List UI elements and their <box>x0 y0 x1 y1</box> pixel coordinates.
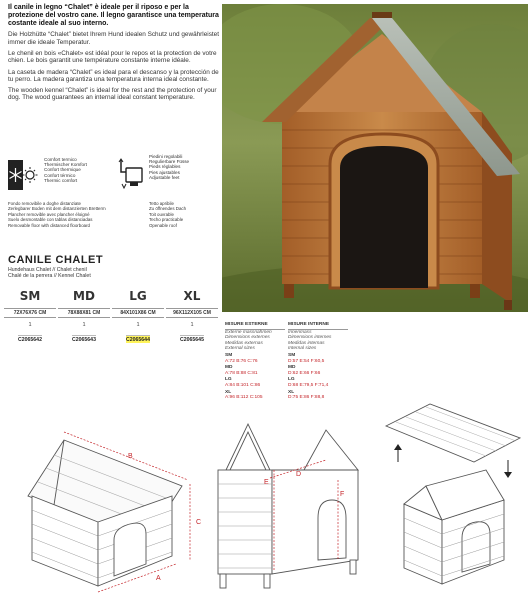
translation-line: Internal sizes <box>288 346 317 352</box>
internal-dimensions-diagram <box>208 410 368 597</box>
size-label: LG <box>288 377 295 383</box>
feature-adjustable-feet <box>149 154 219 180</box>
translation-line: Medidas internas <box>288 340 325 346</box>
size-label: XL <box>225 389 232 395</box>
feature-text: Thermic comfort <box>44 177 78 183</box>
size-article-code-highlighted: C2065644 <box>126 337 150 343</box>
size-code: MD <box>73 289 95 303</box>
dim-label-b: B <box>128 453 133 460</box>
feature-text: Adjustable feet <box>149 174 180 180</box>
size-value: A:84 B:101 C:86 <box>225 382 261 388</box>
size-label: MD <box>225 365 233 371</box>
dim-label-d: D <box>296 471 302 478</box>
intro-italian: Il canile in legno “Chalet” è ideale per il riposo e per la protezione del vostro cane. Il legno garantisce una temperatura costante ideale al suo interno. <box>8 4 219 27</box>
arrow-up-icon <box>394 444 402 462</box>
dim-label-e: E <box>264 479 269 486</box>
external-sizes-header: MISURE ESTERNE <box>225 322 285 330</box>
size-column-xl <box>166 289 218 346</box>
feature-text: Thermischer Komfort <box>44 162 87 168</box>
size-column-sm <box>4 289 56 346</box>
dim-label-f: F <box>340 491 345 498</box>
size-dimensions: 72X76X76 CM <box>4 308 56 318</box>
size-column-md <box>58 289 110 346</box>
intro-english: The wooden kennel “Chalet” is ideal for the rest and the protection of your dog. The wood guarantees an internal ideal constant temperature. <box>8 87 217 102</box>
size-quantity: 1 <box>28 322 32 328</box>
product-subtitle-line: Chalé de la perrera // Kennel Chalet <box>8 273 91 279</box>
size-code: SM <box>19 289 41 303</box>
size-article-code: C2065642 <box>18 337 42 343</box>
feature-text: Zerlegbarer Boden mit dem distanzierten Bretterm <box>8 206 106 212</box>
dim-label-c: C <box>196 519 202 526</box>
feature-text: Fondo removibile a doghe distanziate <box>8 201 81 206</box>
feature-openable-roof <box>149 201 219 228</box>
feature-text: Tetto apribile <box>149 201 174 206</box>
external-dimensions-diagram <box>6 400 218 597</box>
size-quantity: 1 <box>136 322 140 328</box>
feature-text: Removable floor with distanced floorboard <box>8 222 91 228</box>
size-label: SM <box>288 352 296 358</box>
translation-line: Medidas externas <box>225 340 263 346</box>
size-dimensions: 84X101X86 CM <box>112 308 164 318</box>
size-code: LG <box>129 289 147 303</box>
size-article-code: C2065645 <box>180 337 204 343</box>
product-title: CANILE CHALET <box>8 254 104 266</box>
feature-text: Pies ajustables <box>149 169 180 175</box>
feature-text: Plancher removible avec plancher éloigné <box>8 211 90 217</box>
translation-line: External sizes <box>225 346 255 352</box>
size-value: A:96 B:112 C:105 <box>225 395 263 401</box>
translation-line: Dimensions externes <box>225 335 270 341</box>
snowflake-sun-icon <box>8 160 38 195</box>
size-label: XL <box>288 389 295 395</box>
translation-line: Innenmass <box>288 329 312 335</box>
feature-thermic-comfort <box>44 157 114 183</box>
feature-text: Confort térmico <box>44 172 76 178</box>
size-value: A:72 B:76 C:76 <box>225 358 258 364</box>
openable-roof-diagram <box>378 400 528 597</box>
intro-german: Die Holzhütte “Chalet” bietet Ihrem Hund idealen Schutz und gewährleistet immer die ideale Temperatur. <box>8 31 220 46</box>
size-value: D:75 E:86 F:88,8 <box>288 395 325 401</box>
size-quantity: 1 <box>190 322 194 328</box>
feature-text: Toit ouvrable <box>149 211 174 217</box>
intro-text <box>8 4 220 106</box>
feature-text: Confort thermique <box>44 167 81 173</box>
size-dimensions: 96X112X105 CM <box>166 308 218 318</box>
feature-text: Openable roof <box>149 222 177 228</box>
product-photo <box>222 4 528 312</box>
size-label: SM <box>225 352 233 358</box>
external-sizes-table <box>225 322 285 401</box>
size-label: MD <box>288 365 296 371</box>
size-dimensions: 78X88X81 CM <box>58 308 110 318</box>
feature-text: Zu öffnendes Dach <box>149 206 187 212</box>
dim-label-a: A <box>156 575 161 582</box>
feature-text: Comfort termico <box>44 157 77 162</box>
intro-spanish: La caseta de madera “Chalet” es ideal para el descanso y la protección de tu perro. La madera garantiza una temperatura interna ideal constante. <box>8 68 219 83</box>
feature-removable-floor <box>8 201 128 228</box>
translation-line: Dimensions internes <box>288 335 332 341</box>
feature-text: Suelo desmontable con tablas distanciadas <box>8 217 93 223</box>
size-value: D:62 E:66 F:66 <box>288 370 321 376</box>
size-article-code: C2065643 <box>72 337 96 343</box>
size-label: LG <box>225 377 232 383</box>
size-column-lg <box>112 289 164 346</box>
feature-text: Techo practicable <box>149 217 184 223</box>
internal-sizes-header: MISURE INTERNE <box>288 322 348 330</box>
size-value: D:68 E:79,5 F:71,4 <box>288 382 329 388</box>
internal-sizes-table <box>288 322 348 401</box>
product-subtitle <box>8 267 128 279</box>
size-quantity: 1 <box>82 322 86 328</box>
adjustable-feet-icon <box>116 156 146 195</box>
intro-french: Le chenil en bois «Chalet» est idéal pour le repos et la protection de votre chien. Le bois garantit une température constante interne idéale. <box>8 49 217 65</box>
size-value: A:78 B:88 C:81 <box>225 370 258 376</box>
feature-text: Piedini regolabili <box>149 154 183 159</box>
size-code: XL <box>183 289 201 303</box>
size-value: D:57 E:54 F:60,5 <box>288 358 325 364</box>
feature-text: Regulierbare Füsse <box>149 159 190 165</box>
feature-text: Pieds réglables <box>149 164 181 170</box>
translation-line: Externe massnahmen <box>225 329 272 335</box>
product-subtitle-line: Hundehaus Chalet // Chalet chenil <box>8 267 87 273</box>
arrow-down-icon <box>504 460 512 478</box>
